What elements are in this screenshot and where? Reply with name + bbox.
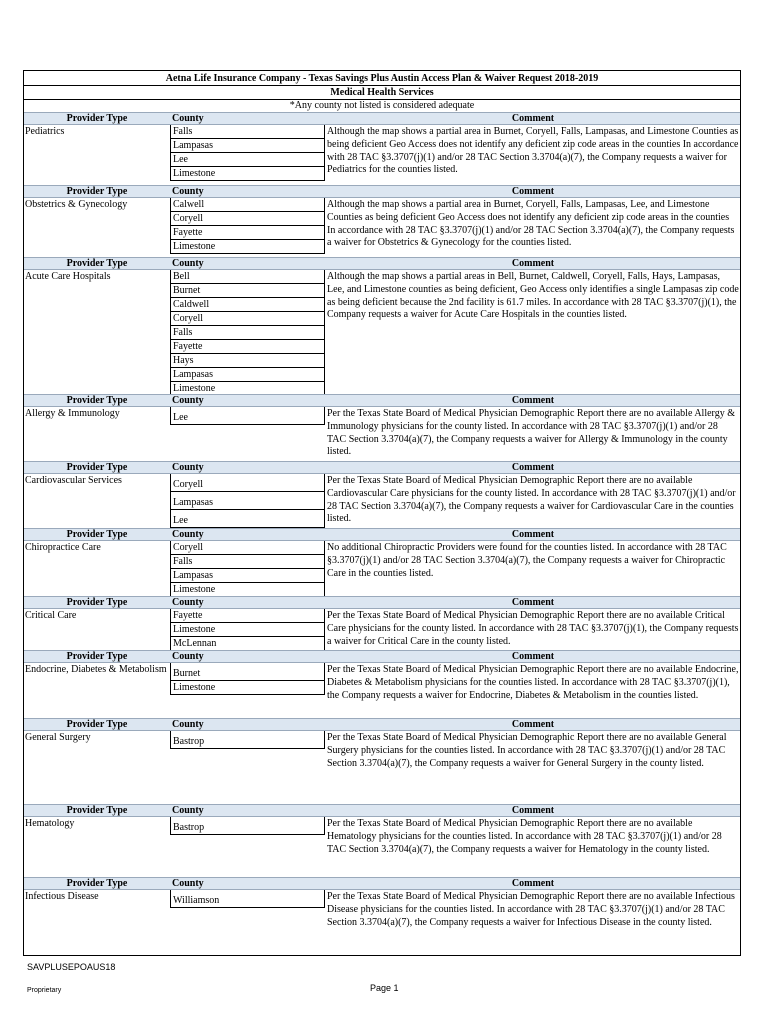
waiver-table	[23, 70, 741, 956]
section-header-row	[24, 804, 740, 817]
county-header: County	[172, 186, 204, 197]
comment-header: Comment	[511, 258, 555, 269]
county-cell: Limestone	[170, 623, 325, 637]
county-cell: Lee	[170, 407, 325, 425]
county-cell: Lampasas	[170, 492, 325, 510]
county-cell: Limestone	[170, 382, 325, 396]
county-list	[170, 890, 325, 908]
comment-text: Although the map shows a partial area in Burnet, Coryell, Falls, Lampasas, Lee, and Limestone Counties as being deficient Geo Access does not identify any deficient zip code areas in the counties In accordance with 28 TAC §3.3707(j)(1) and/or 28 TAC Section 3.3704(a)(7), the Company requests a waiver for Obstetrics & Gynecology for the counties listed.	[327, 199, 735, 249]
county-cell: Bell	[170, 270, 325, 284]
provider-type-header: Provider Type	[66, 529, 128, 540]
comment-text: Although the map shows a partial area in Burnet, Coryell, Falls, Lampasas, and Limestone Counties as being deficient Geo Access does not identify any deficient zip code areas in the counties In accordance with 28 TAC §3.3707(j)(1) and/or 28 TAC Section 3.3704(a)(7), the Company requests a waiver for Pediatrics for the counties listed.	[327, 126, 739, 176]
county-header: County	[172, 258, 204, 269]
provider-type: Chiropractice Care	[25, 542, 101, 553]
county-cell: Hays	[170, 354, 325, 368]
document-title: Aetna Life Insurance Company - Texas Savings Plus Austin Access Plan & Waiver Request 2018-2019	[165, 73, 599, 84]
county-cell: Lampasas	[170, 569, 325, 583]
county-header: County	[172, 395, 204, 406]
provider-type-header: Provider Type	[66, 719, 128, 730]
county-list	[170, 270, 325, 396]
page-number: Page 1	[370, 983, 399, 993]
provider-type-header: Provider Type	[66, 395, 128, 406]
county-cell: Calwell	[170, 198, 325, 212]
provider-type-header: Provider Type	[66, 258, 128, 269]
comment-text: Per the Texas State Board of Medical Physician Demographic Report there are no available Infectious Disease physicians for the counties listed. In accordance with 28 TAC §3.3707(j)(1) and/or 28 TAC Section 3.3704(a)(7), the Company requests a waiver for Infectious Disease in the county listed.	[327, 891, 735, 928]
comment-header: Comment	[511, 462, 555, 473]
provider-type-header: Provider Type	[66, 113, 128, 124]
section-header-row	[24, 596, 740, 609]
county-header: County	[172, 651, 204, 662]
provider-type: Acute Care Hospitals	[25, 271, 111, 282]
provider-type: General Surgery	[25, 732, 91, 743]
provider-type-header: Provider Type	[66, 462, 128, 473]
county-cell: Burnet	[170, 284, 325, 298]
county-list	[170, 407, 325, 425]
section-header-row	[24, 185, 740, 198]
county-cell: Lee	[170, 510, 325, 528]
provider-type: Infectious Disease	[25, 891, 99, 902]
provider-type-header: Provider Type	[66, 805, 128, 816]
comment-header: Comment	[511, 805, 555, 816]
county-cell: Fayette	[170, 609, 325, 623]
county-cell: Limestone	[170, 167, 325, 181]
county-cell: Limestone	[170, 681, 325, 695]
comment-text: Per the Texas State Board of Medical Physician Demographic Report there are no available General Surgery physicians for the counties listed. In accordance with 28 TAC §3.3707(j)(1) and/or 28 TAC Section 3.3704(a)(7), the Company requests a waiver for General Surgery in the county listed.	[327, 732, 727, 769]
county-cell: Caldwell	[170, 298, 325, 312]
comment-text: Per the Texas State Board of Medical Physician Demographic Report there are no available Endocrine, Diabetes & Metabolism physicians for the counties listed. In accordance with 28 TAC §3.3707(j)(1), the Company requests a waiver for Endocrine, Diabetes & Metabolism in the counties listed.	[327, 664, 739, 701]
county-cell: Lampasas	[170, 139, 325, 153]
provider-type-header: Provider Type	[66, 186, 128, 197]
provider-type-header: Provider Type	[66, 878, 128, 889]
provider-type: Hematology	[25, 818, 75, 829]
provider-type: Pediatrics	[25, 126, 65, 137]
county-header: County	[172, 113, 204, 124]
comment-text: No additional Chiropractic Providers were found for the counties listed. In accordance with 28 TAC §3.3707(j)(1) and/or 28 TAC Section 3.3704(a)(7), the Company requests a waiver for Chiropractic Care in the counties listed.	[327, 542, 727, 579]
county-list	[170, 125, 325, 181]
county-cell: Bastrop	[170, 731, 325, 749]
county-cell: Coryell	[170, 312, 325, 326]
document-code: SAVPLUSEPOAUS18	[27, 962, 116, 972]
county-header: County	[172, 878, 204, 889]
provider-type-header: Provider Type	[66, 651, 128, 662]
section-header-row	[24, 528, 740, 541]
county-list	[170, 198, 325, 254]
county-cell: Limestone	[170, 583, 325, 597]
proprietary-label: Proprietary	[27, 987, 62, 994]
county-header: County	[172, 597, 204, 608]
comment-header: Comment	[511, 529, 555, 540]
county-cell: Williamson	[170, 890, 325, 908]
section-header-row	[24, 461, 740, 474]
county-cell: Falls	[170, 125, 325, 139]
county-list	[170, 731, 325, 749]
section-header-row	[24, 394, 740, 407]
provider-type: Allergy & Immunology	[25, 408, 120, 419]
section-header-row	[24, 257, 740, 270]
county-cell: Lee	[170, 153, 325, 167]
county-header: County	[172, 529, 204, 540]
county-header: County	[172, 462, 204, 473]
document-subtitle: Medical Health Services	[330, 87, 434, 98]
county-cell: Falls	[170, 326, 325, 340]
county-list	[170, 663, 325, 695]
comment-header: Comment	[511, 878, 555, 889]
comment-header: Comment	[511, 719, 555, 730]
section-header-row	[24, 112, 740, 125]
section-header-row	[24, 877, 740, 890]
county-cell: Lampasas	[170, 368, 325, 382]
county-cell: McLennan	[170, 637, 325, 651]
county-cell: Coryell	[170, 541, 325, 555]
county-cell: Fayette	[170, 226, 325, 240]
county-list	[170, 817, 325, 835]
comment-header: Comment	[511, 395, 555, 406]
provider-type-header: Provider Type	[66, 597, 128, 608]
county-cell: Burnet	[170, 663, 325, 681]
comment-text: Per the Texas State Board of Medical Physician Demographic Report there are no available Cardiovascular Care physicians for the county listed. In accordance with 28 TAC §3.3707(j)(1) and/or 28 TAC Section 3.3704(a)(7), the Company requests a waiver for Cardiovascular Care in the counties listed.	[327, 475, 736, 525]
county-header: County	[172, 805, 204, 816]
county-cell: Bastrop	[170, 817, 325, 835]
provider-type: Cardiovascular Services	[25, 475, 122, 486]
county-cell: Coryell	[170, 474, 325, 492]
county-cell: Coryell	[170, 212, 325, 226]
comment-text: Per the Texas State Board of Medical Physician Demographic Report there are no available Critical Care physicians for the county listed. In accordance with 28 TAC §3.3707(j)(1), the Company requests a waiver for Critical Care in the county listed.	[327, 610, 739, 647]
county-cell: Limestone	[170, 240, 325, 254]
comment-text: Per the Texas State Board of Medical Physician Demographic Report there are no available Hematology physicians for the counties listed. In accordance with 28 TAC §3.3707(j)(1) and/or 28 TAC Section 3.3704(a)(7), the Company requests a waiver for Hematology in the county listed.	[327, 818, 722, 855]
comment-header: Comment	[511, 113, 555, 124]
comment-text: Although the map shows a partial areas in Bell, Burnet, Caldwell, Coryell, Falls, Hays, Lampasas, Lee, and Limestone counties as being deficient, Geo Access only identifies a single Lampasas zip code as being deficient because the 2nd facility is 61.7 miles. In accordance with 28 TAC §3.3707(j)(1), the Company requests a waiver for Acute Care Hospitals in the counties listed.	[327, 271, 739, 321]
county-cell: Falls	[170, 555, 325, 569]
provider-type: Critical Care	[25, 610, 77, 621]
county-list	[170, 609, 325, 651]
county-list	[170, 541, 325, 597]
section-header-row	[24, 650, 740, 663]
comment-header: Comment	[511, 597, 555, 608]
section-header-row	[24, 718, 740, 731]
comment-header: Comment	[511, 186, 555, 197]
adequacy-note: *Any county not listed is considered adequate	[289, 100, 475, 111]
comment-header: Comment	[511, 651, 555, 662]
provider-type: Endocrine, Diabetes & Metabolism	[25, 664, 167, 675]
comment-text: Per the Texas State Board of Medical Physician Demographic Report there are no available Allergy & Immunology physicians for the county listed. In accordance with 28 TAC §3.3707(j)(1) and/or 28 TAC Section 3.3704(a)(7), the Company requests a waiver for Allergy & Immunology in the county listed.	[327, 408, 735, 458]
county-header: County	[172, 719, 204, 730]
provider-type: Obstetrics & Gynecology	[25, 199, 128, 210]
county-list	[170, 474, 325, 528]
county-cell: Fayette	[170, 340, 325, 354]
